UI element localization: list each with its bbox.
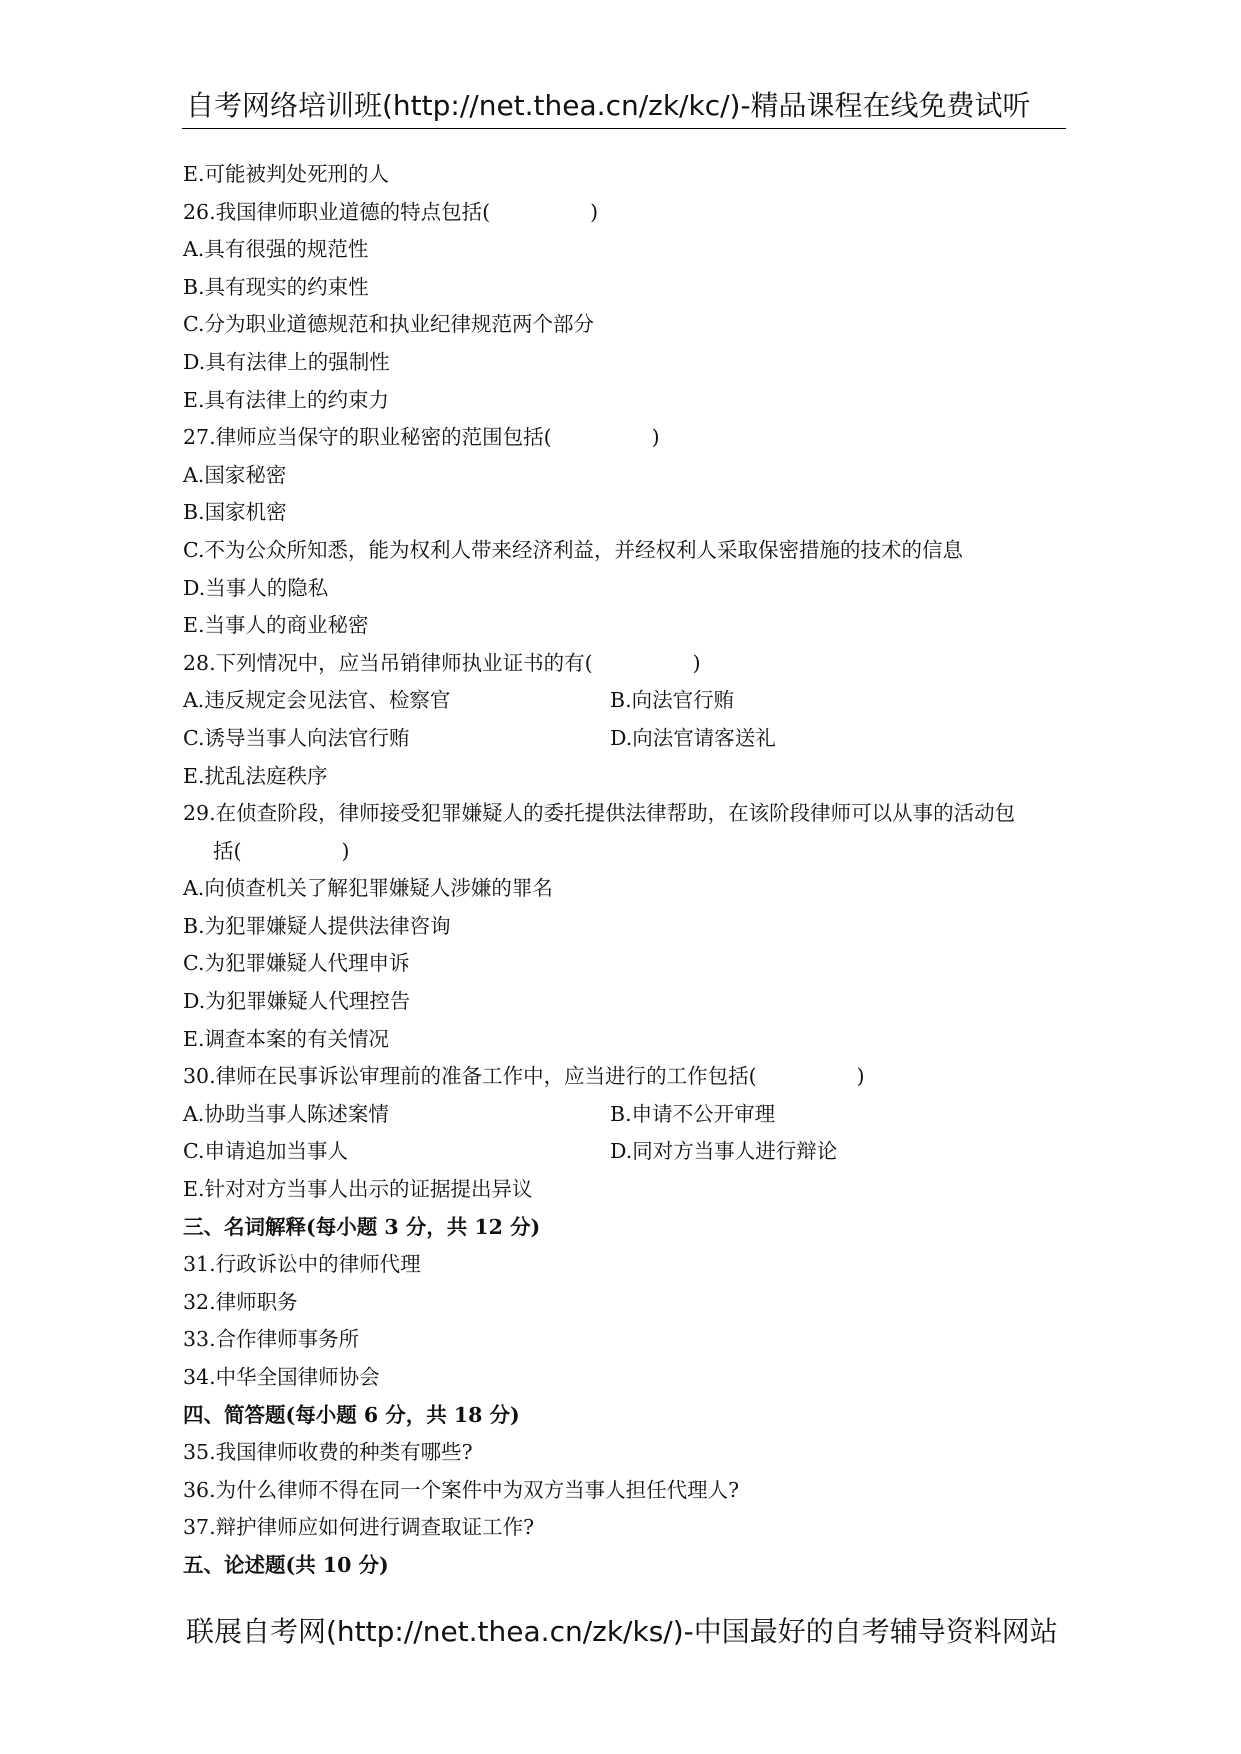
- text-line: [183, 720, 1063, 758]
- line-text: E.具有法律上的约束力: [183, 387, 389, 412]
- text-line: [183, 645, 1063, 683]
- text-line: [183, 1434, 1063, 1472]
- text-line: [183, 494, 1063, 532]
- text-line: [183, 1359, 1063, 1397]
- closing-paren: ): [341, 838, 350, 863]
- text-line: [183, 795, 1063, 833]
- line-text: C.分为职业道德规范和执业纪律规范两个部分: [183, 312, 594, 337]
- line-text: 37.辩护律师应如何进行调查取证工作?: [183, 1515, 535, 1540]
- header-rule: [182, 128, 1066, 129]
- line-text: 36.为什么律师不得在同一个案件中为双方当事人担任代理人?: [183, 1477, 740, 1502]
- line-text: 26.我国律师职业道德的特点包括(: [183, 199, 491, 224]
- line-text: 35.我国律师收费的种类有哪些?: [183, 1440, 473, 1465]
- text-line: [183, 1171, 1063, 1209]
- line-text: 31.行政诉讼中的律师代理: [183, 1252, 421, 1277]
- text-line: [183, 1509, 1063, 1547]
- text-line: [183, 945, 1063, 983]
- text-line: [183, 682, 1063, 720]
- text-line: [183, 1096, 1063, 1134]
- text-line: [183, 344, 1063, 382]
- page-footer: 联展自考网(http://net.thea.cn/zk/ks/)-中国最好的自考辅导资料网站: [186, 1615, 1058, 1648]
- option-right: B.向法官行贿: [610, 688, 735, 713]
- line-text: A.具有很强的规范性: [183, 237, 369, 262]
- line-text: E.扰乱法庭秩序: [183, 763, 328, 788]
- text-line: [183, 1021, 1063, 1059]
- line-text: A.协助当事人陈述案情: [183, 1101, 389, 1126]
- line-text: C.申请追加当事人: [183, 1139, 348, 1164]
- text-line: [183, 1321, 1063, 1359]
- text-line: [183, 231, 1063, 269]
- line-text: C.不为公众所知悉，能为权利人带来经济利益，并经权利人采取保密措施的技术的信息: [183, 537, 963, 562]
- line-text: D.当事人的隐私: [183, 575, 329, 600]
- text-line: [183, 570, 1063, 608]
- text-line: [183, 983, 1063, 1021]
- text-line: [183, 1246, 1063, 1284]
- closing-paren: ): [590, 199, 599, 224]
- line-text: 三、名词解释(每小题 3 分，共 12 分): [183, 1214, 541, 1239]
- line-text: D.具有法律上的强制性: [183, 349, 390, 374]
- line-text: A.违反规定会见法官、检察官: [183, 688, 451, 713]
- option-right: D.同对方当事人进行辩论: [610, 1139, 838, 1164]
- line-text: E.针对对方当事人出示的证据提出异议: [183, 1177, 533, 1202]
- line-text: 四、简答题(每小题 6 分，共 18 分): [183, 1402, 520, 1427]
- line-text: E.当事人的商业秘密: [183, 613, 369, 638]
- text-line: [183, 1472, 1063, 1510]
- line-text: A.向侦查机关了解犯罪嫌疑人涉嫌的罪名: [183, 876, 553, 901]
- text-line: [183, 908, 1063, 946]
- text-line: [183, 758, 1063, 796]
- text-line: [183, 156, 1063, 194]
- line-text: E.可能被判处死刑的人: [183, 162, 389, 186]
- text-line: [183, 532, 1063, 570]
- line-text: B.具有现实的约束性: [183, 274, 369, 299]
- line-text: 29.在侦查阶段，律师接受犯罪嫌疑人的委托提供法律帮助，在该阶段律师可以从事的活动包: [183, 801, 1016, 826]
- line-text: E.调查本案的有关情况: [183, 1026, 389, 1051]
- line-text: B.为犯罪嫌疑人提供法律咨询: [183, 913, 451, 938]
- exam-content: [183, 156, 1063, 1585]
- line-text: C.为犯罪嫌疑人代理申诉: [183, 951, 410, 976]
- line-text: 30.律师在民事诉讼审理前的准备工作中，应当进行的工作包括(: [183, 1064, 757, 1089]
- text-line: [183, 607, 1063, 645]
- line-text: B.国家机密: [183, 500, 287, 525]
- closing-paren: ): [692, 650, 701, 675]
- line-text: 32.律师职务: [183, 1289, 298, 1314]
- text-line: [183, 870, 1063, 908]
- section-heading: [183, 1397, 1063, 1435]
- option-right: B.申请不公开审理: [610, 1101, 776, 1126]
- line-text: C.诱导当事人向法官行贿: [183, 725, 410, 750]
- page-header: 自考网络培训班(http://net.thea.cn/zk/kc/)-精品课程在线免费试听: [186, 89, 1031, 122]
- closing-paren: ): [651, 425, 660, 450]
- line-text: 28.下列情况中，应当吊销律师执业证书的有(: [183, 650, 593, 675]
- line-text: 括(: [213, 838, 242, 863]
- text-line: [183, 306, 1063, 344]
- line-text: 五、论述题(共 10 分): [183, 1552, 389, 1577]
- text-line: [183, 1284, 1063, 1322]
- line-text: 27.律师应当保守的职业秘密的范围包括(: [183, 425, 552, 450]
- text-line: [183, 833, 1063, 871]
- closing-paren: ): [856, 1064, 865, 1089]
- text-line: [183, 269, 1063, 307]
- line-text: 34.中华全国律师协会: [183, 1365, 380, 1389]
- text-line: [183, 194, 1063, 232]
- text-line: [183, 382, 1063, 420]
- text-line: [183, 419, 1063, 457]
- text-line: [183, 1133, 1063, 1171]
- text-line: [183, 457, 1063, 495]
- text-line: [183, 1058, 1063, 1096]
- line-text: A.国家秘密: [183, 462, 287, 487]
- line-text: 33.合作律师事务所: [183, 1327, 360, 1352]
- section-heading: [183, 1547, 1063, 1585]
- section-heading: [183, 1209, 1063, 1247]
- option-right: D.向法官请客送礼: [610, 725, 776, 750]
- line-text: D.为犯罪嫌疑人代理控告: [183, 989, 411, 1014]
